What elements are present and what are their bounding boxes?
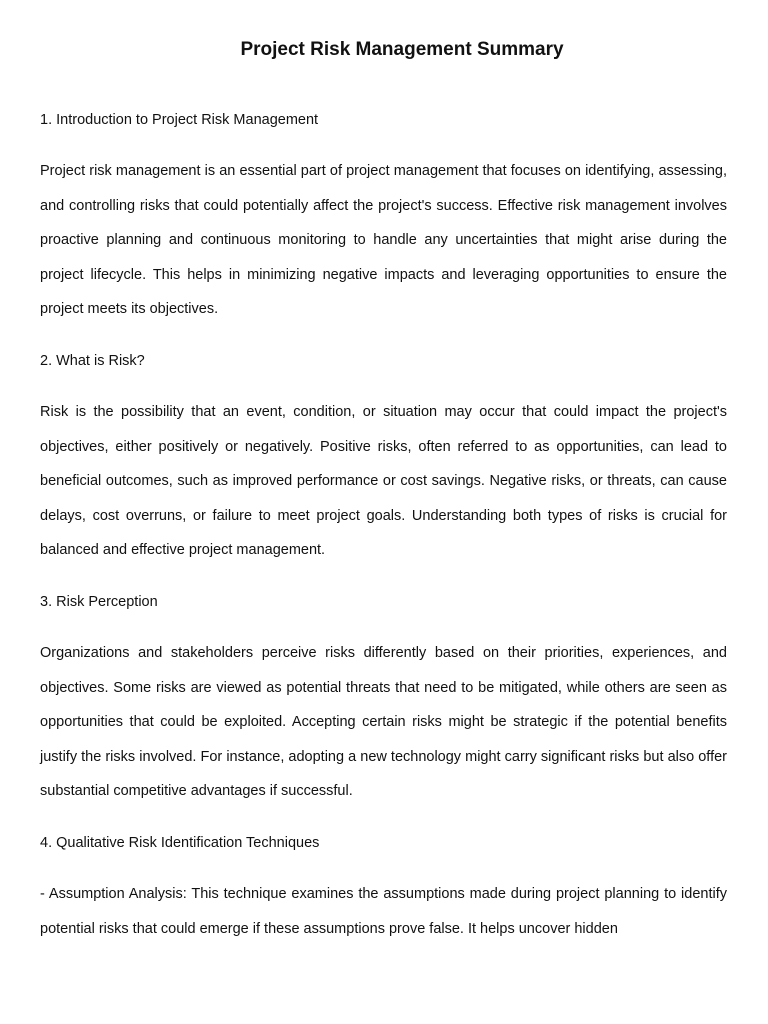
section-body-what-is-risk: Risk is the possibility that an event, condition, or situation may occur that could impact the project's objectives, either positively or negatively. Positive risks, often referred to as opportunities, can lead to beneficial outcomes, such as improved performance or cost savings. Negative risks, or threats, can cause delays, cost overruns, or failure to meet project goals. Understanding both types of risks is crucial for balanced and effective project management. <box>40 404 727 558</box>
section-body-clip <box>40 877 727 959</box>
section-body-qualitative-techniques: - Assumption Analysis: This technique examines the assumptions made during project planning to identify potential risks that could emerge if these assumptions prove false. It helps uncover hidden <box>40 886 727 937</box>
section-heading-qualitative-techniques: 4. Qualitative Risk Identification Techniques <box>40 835 320 851</box>
section-heading-what-is-risk: 2. What is Risk? <box>40 353 145 369</box>
section-body-risk-perception: Organizations and stakeholders perceive risks differently based on their priorities, experiences, and objectives. Some risks are viewed as potential threats that need to be mitigated, while others are seen as opportunities that could be exploited. Accepting certain risks might be strategic if the potential benefits justify the risks involved. For instance, adopting a new technology might carry significant risks but also offer substantial competitive advantages if successful. <box>40 645 727 799</box>
section-heading-risk-perception: 3. Risk Perception <box>40 594 158 610</box>
section-heading-introduction: 1. Introduction to Project Risk Management <box>40 112 319 128</box>
section-body-introduction: Project risk management is an essential part of project management that focuses on identifying, assessing, and controlling risks that could potentially affect the project's success. Effective risk management involves proactive planning and continuous monitoring to handle any uncertainties that might arise during the project lifecycle. This helps in minimizing negative impacts and leveraging opportunities to ensure the project meets its objectives. <box>40 163 727 317</box>
document-title: Project Risk Management Summary <box>240 39 564 60</box>
